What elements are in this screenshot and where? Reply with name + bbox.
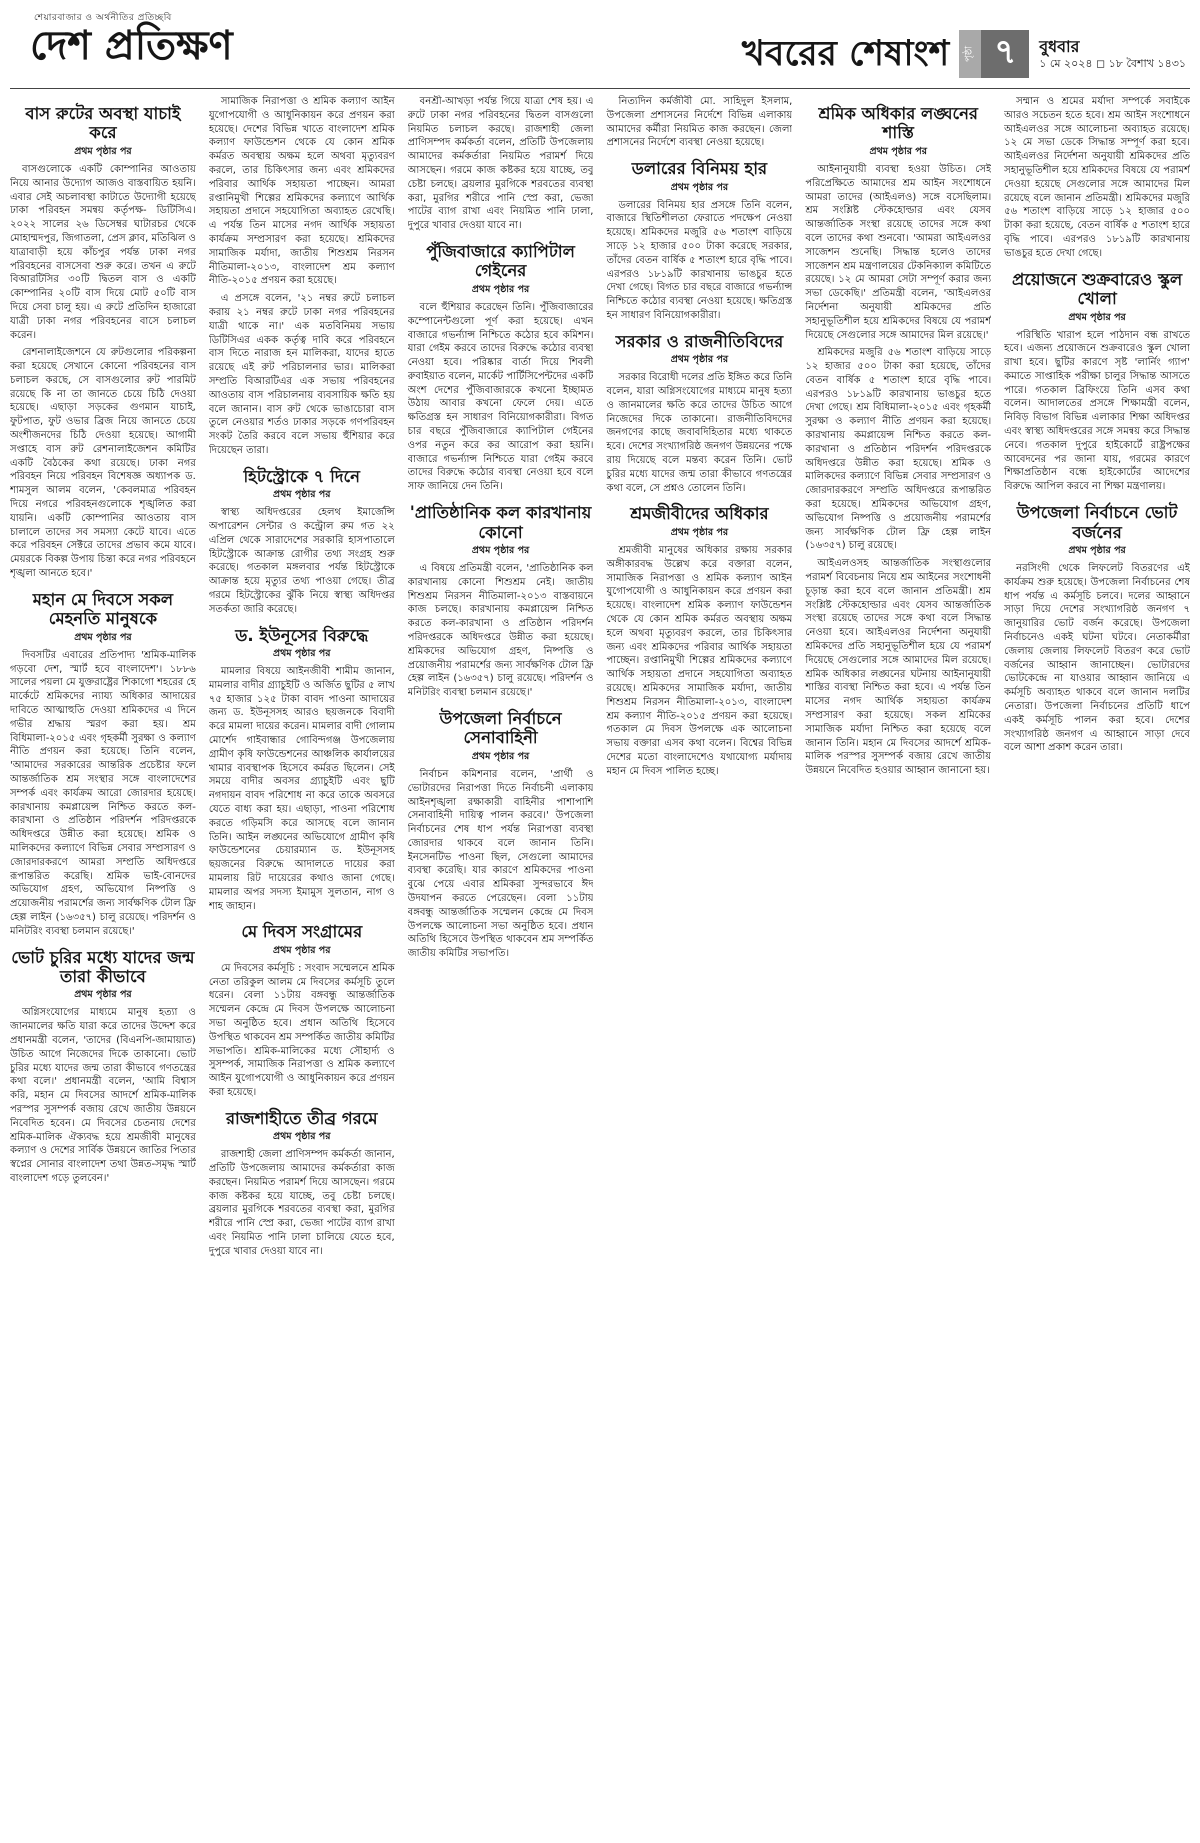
brand — [30, 10, 233, 69]
article-body: নির্বাচন কমিশনার বলেন, 'প্রার্থী ও ভোটারদের নিরাপত্তা দিতে নির্বাচনী এলাকায় আইনশৃঙ্খলা রক্ষাকারী বাহিনীর পাশাপাশি সেনাবাহিনী দায়িত্ব পালন করবে।' উপজেলা নির্বাচনের শেষ ধাপ পর্যন্ত নিরাপত্তা ব্যবস্থা জোরদার থাকবে বলে জানান তিনি। ইনসেনটিভ পাওনা ছিল, সেগুলো আমাদের ব্যবস্থা করেছি। যার কারণে শ্রমিকদের পাওনা বুঝে পেয়ে এবার শ্রমিকরা সুন্দরভাবে ঈদ উদযাপন করতে পেরেছেন। বেলা ১১টায় বঙ্গবন্ধু আন্তর্জাতিক সম্মেলন কেন্দ্রে মে দিবস উপলক্ষে আলোচনা সভা অনুষ্ঠিত হবে। প্রধান অতিথি হিসেবে উপস্থিত থাকবেন শ্রম সম্পর্কিত জাতীয় কমিটির সভাপতি। — [407, 768, 594, 960]
article-body: এ প্রসঙ্গে বলেন, '২১ নম্বর রুটে চলাচল করায় ২১ নম্বর রুটে ঢাকা নগর পরিবহনের যাত্রী থাকে না।' এক মতবিনিময় সভায় ডিটিসিএর একক কর্তৃত্ব দাবি করে পরিবহনে বাস দিতে নারাজ হন মালিকরা, যাদের হাতে রয়েছে এই রুট পরিচালনার ভার। মালিকরা সম্প্রতি বিআরটিএর এক সভায় পরিবহনের আওতায় বাস পরিচালনায় ব্যবসায়িক ক্ষতি হয় বলে জানান। বাস রুট থেকে ভাঙাচোরা বাস তুলে নেওয়ার শর্তও ঢাকার সড়কে গণপরিবহন সংকট তৈরি করবে বলে সভায় হুঁশিয়ার করে দিয়েছেন তারা। — [208, 293, 395, 456]
article-body: মামলার বিষয়ে আইনজীবী শামীম জানান, মামলার বাদীর গ্র্যাচুইটি ও অর্জিত ছুটির ৫ লাখ ৭৫ হাজার ১২৫ টাকা বাবদ পাওনা আদায়ের জন্য ড. ইউনূসসহ আরও ছয়জনকে বিবাদী করে মামলা দায়ের করেন। মামলার বাদী গোলাম মোর্শেদ গাইবান্ধার গোবিন্দগঞ্জ উপজেলায় গ্রামীণ কৃষি ফাউন্ডেশনের আঞ্চলিক কার্যালয়ের খামার ব্যবস্থাপক হিসেবে কর্মরত ছিলেন। সেই সময়ে বাদীর অবসর গ্র্যাচুইটি এবং ছুটি নগদায়ন বাবদ পরিশোধ না করে তাকে অবসরে যেতে বাধ্য করা হয়। এছাড়া, পাওনা পরিশোধ করতে গড়িমসি করে আসছে বলে জানান তিনি। আইন লঙ্ঘনের অভিযোগে গ্রামীণ কৃষি ফাউন্ডেশনের চেয়ারম্যান ড. ইউনূসসহ ছয়জনের বিরুদ্ধে আদালতে দায়ের করা মামলায় রিট দায়েরের কথাও জানা গেছে। মামলার অপর সদস্য ইমামুস সুলতান, নাগ ও শাহ জাহান। — [208, 666, 395, 912]
article-headline: শ্রমজীবীদের অধিকার — [630, 504, 769, 524]
article-body: আইনানুযায়ী ব্যবস্থা হওয়া উচিত। সেই পরিপ্রেক্ষিতে আমাদের শ্রম আইন সংশোধনে আমরা তাদের (আইএলও) সঙ্গে বসেছিলাম। শ্রম সংশ্লিষ্ট স্টেকহোল্ডার এবং যেসব আন্তর্জাতিক সংস্থা রয়েছে তাদের সঙ্গে কথা বলে তাদের কথা শুনবো। 'আমরা আইএলওর সাজেশন শুনেছি। সিদ্ধান্ত হলেও তাদের সাজেশন শ্রম মন্ত্রণালয়ের টেকনিক্যাল কমিটিতে রয়েছে। ১২ মে আমরা সেটা সম্পূর্ণ করার জন্য সভা ডেকেছি।' প্রতিমন্ত্রী বলেন, 'আইএলওর নির্দেশনা অনুযায়ী শ্রমিকদের প্রতি সহানুভূতিশীল হয়ে শ্রমিকদের বিষয়ে যে পরামর্শ দিয়েছে সেগুলোর সঙ্গে আমাদের মিল রয়েছে।' — [805, 163, 992, 341]
article-body: শ্রমজীবী মানুষের অধিকার রক্ষায় সরকার অঙ্গীকারবদ্ধ উল্লেখ করে বক্তারা বলেন, সামাজিক নিরাপত্তা ও শ্রমিক কল্যাণ আইন যুগোপযোগী ও আধুনিকায়ন করে প্রণয়ন করা হয়েছে। বাংলাদেশ শ্রমিক কল্যাণ ফাউন্ডেশন থেকে যে কোন শ্রমিক কর্মরত অবস্থায় অক্ষম হলে অথবা মৃত্যুবরণ করলে, তার চিকিৎসার জন্য এবং শ্রমিকদের পরিবার আর্থিক সহায়তা পাচ্ছেন। রপ্তানিমুখী শিল্পের শ্রমিকদের কল্যাণে আর্থিক সহায়তা প্রদানে সহযোগিতা অব্যাহত রয়েছে। শ্রমিকদের সামাজিক মর্যাদা, জাতীয় শিশুশ্রম নিরসন নীতিমালা-২০১৩, বাংলাদেশ শ্রম কল্যাণ নীতি-২০১৫ প্রণয়ন করা হয়েছে। গতকাল মে দিবস উপলক্ষে এক আলোচনা সভায় বক্তারা এসব কথা বলেন। বিশ্বের বিভিন্ন দেশের মতো বাংলাদেশেও যথাযোগ্য মর্যাদায় মহান মে দিবস পালিত হচ্ছে। — [606, 544, 793, 777]
column-6 — [1004, 95, 1190, 1837]
continued-from-label: প্রথম পৃষ্ঠার পর — [670, 354, 729, 366]
article-body: স্বাস্থ্য অধিদপ্তরের হেলথ ইমার্জেন্সি অপারেশন সেন্টার ও কন্ট্রোল রুম গত ২২ এপ্রিল থেকে সারাদেশের সরকারি হাসপাতালে হিটস্ট্রোকে আক্রান্ত রোগীর তথ্য সংগ্রহ শুরু করেছে। গতকাল মঙ্গলবার পর্যন্ত হিটস্ট্রোকে আক্রান্ত হয়ে মৃত্যুর তথ্য পাওয়া গেছে। তীব্র গরমে হিটস্ট্রোকের ঝুঁকি নিয়ে স্বাস্থ্য অধিদপ্তর সতর্কতা জারি করেছে। — [208, 507, 395, 615]
date-block — [1039, 37, 1186, 71]
article-headline: মহান মে দিবসে সকল মেহনতি মানুষকে — [32, 589, 174, 629]
article-headline: মে দিবস সংগ্রামের — [241, 922, 363, 942]
article-headline: পুঁজিবাজারে ক্যাপিটাল গেইনের — [426, 241, 575, 281]
date-line: ১ মে ২০২৪ ◻ ১৮ বৈশাখ ১৪৩১ — [1039, 57, 1186, 71]
article-body: এ বিষয়ে প্রতিমন্ত্রী বলেন, 'প্রাতিষ্ঠানিক কল কারখানায় কোনো শিশুশ্রম নেই। জাতীয় শিশুশ্রম নিরসন নীতিমালা-২০১৩ বাস্তবায়নে কাজ চলছে। কারখানায় কমপ্লায়েন্স নিশ্চিত করতে কল-কারখানা ও প্রতিষ্ঠান পরিদর্শন পরিদপ্তরকে অধিদপ্তরে উন্নীত করা হয়েছে। শ্রমিকদের অভিযোগ গ্রহণ, নিষ্পত্তি ও প্রয়োজনীয় পরামর্শের জন্য সার্বক্ষণিক টোল ফ্রি হেল্প লাইন (১৬৩৫৭) চালু রয়েছে। পরিদর্শন ও মনিটরিং ব্যবস্থা চলমান রয়েছে।' — [407, 563, 594, 699]
article-body: শ্রমিকদের মজুরি ৫৬ শতাংশ বাড়িয়ে সাড়ে ১২ হাজার ৫০০ টাকা করা হয়েছে, তাঁদের বেতন বার্ষিক ৫ শতাংশ হারে বৃদ্ধি পাবে। এরপরও ১৮১৯টি কারখানায় ভাঙচুর হতে দেখা গেছে। শ্রম বিধিমালা-২০১৫ এবং গৃহকর্মী সুরক্ষা ও কল্যাণ নীতি প্রণয়ন করা হয়েছে। কারখানায় কমপ্লায়েন্স নিশ্চিত করতে কল-কারখানা ও প্রতিষ্ঠান পরিদর্শন পরিদপ্তরকে অধিদপ্তরে উন্নীত করা হয়েছে। শ্রমিক ও মালিকদের কল্যাণে বিভিন্ন সেবার সম্প্রসারণ ও জোরদারকরণে সম্প্রতি অধিদপ্তরে রূপান্তরিত করা হয়েছে। শ্রমিকদের অভিযোগ গ্রহণ, অভিযোগ নিষ্পত্তি ও প্রয়োজনীয় পরামর্শের জন্য সার্বক্ষণিক টোল ফ্রি হেল্প লাইন (১৬৩৫৭) চালু রয়েছে। — [805, 347, 992, 552]
continued-from-label: প্রথম পৃষ্ঠার পর — [471, 545, 530, 556]
continued-from-label: প্রথম পৃষ্ঠার পর — [1068, 311, 1126, 323]
article-body: সম্মান ও শ্রমের মর্যাদা সম্পর্কে সবাইকে আরও সচেতন হতে হবে। শ্রম আইন সংশোধনে আইএলওর সঙ্গে আলোচনা অব্যাহত রয়েছে। ১২ মে সভা ডেকে সিদ্ধান্ত সম্পূর্ণ করা হবে। আইএলওর নির্দেশনা অনুযায়ী শ্রমিকদের প্রতি সহানুভূতিশীল হয়ে শ্রমিকদের বিষয়ে যে পরামর্শ দেওয়া হয়েছে সেগুলোর সঙ্গে আমাদের মিল রয়েছে বলে জানান প্রতিমন্ত্রী। শ্রমিকদের মজুরি ৫৬ শতাংশ বাড়িয়ে সাড়ে ১২ হাজার ৫০০ টাকা করা হয়েছে, বেতন বার্ষিক ৫ শতাংশ হারে বৃদ্ধি পাবে। এরপরও ১৮১৯টি কারখানায় ভাঙচুর হতে দেখা গেছে। — [1004, 96, 1190, 259]
column-5 — [805, 95, 991, 1837]
page-number-box — [959, 30, 1029, 78]
article-headline: 'প্রাতিষ্ঠানিক কল কারখানায় কোনো — [409, 503, 592, 542]
article-headline: রাজশাহীতে তীব্র গরমে — [225, 1108, 378, 1128]
article-headline: শ্রমিক অধিকার লঙ্ঘনের শাস্তি — [818, 104, 979, 143]
continued-from-label: প্রথম পৃষ্ঠার পর — [869, 145, 927, 157]
continued-from-label: প্রথম পৃষ্ঠার পর — [74, 989, 132, 1001]
article-headline: প্রয়োজনে শুক্রবারেও স্কুল খোলা — [1011, 269, 1183, 309]
column-1 — [10, 95, 196, 1837]
page-label: পৃষ্ঠা — [959, 30, 981, 78]
masthead-right — [742, 30, 1186, 78]
continued-from-label: প্রথম পৃষ্ঠার পর — [74, 145, 132, 157]
weekday: বুধবার — [1039, 37, 1080, 57]
continued-from-label: প্রথম পৃষ্ঠার পর — [273, 648, 331, 660]
continued-from-label: প্রথম পৃষ্ঠার পর — [670, 526, 729, 538]
article-columns — [0, 89, 1200, 1837]
article-headline: উপজেলা নির্বাচনে ভোট বর্জনের — [1016, 503, 1178, 542]
continued-from-label: প্রথম পৃষ্ঠার পর — [273, 489, 331, 501]
continued-from-label: প্রথম পৃষ্ঠার পর — [1068, 545, 1126, 556]
continued-from-label: প্রথম পৃষ্ঠার পর — [471, 283, 530, 295]
column-2 — [209, 95, 395, 1837]
continued-from-label: প্রথম পৃষ্ঠার পর — [74, 631, 132, 643]
continued-from-label: প্রথম পৃষ্ঠার পর — [273, 1131, 331, 1143]
masthead-tagline: শেয়ারবাজার ও অর্থনীতির প্রতিচ্ছবি — [34, 13, 172, 23]
article-body: বনশ্রী-আখড়া পর্যন্ত গিয়ে যাত্রা শেষ হয়। এ রুটে ঢাকা নগর পরিবহনের দ্বিতল বাসগুলো নিয়মিত চলাচল করছে। রাজশাহী জেলা প্রাণিসম্পদ কর্মকর্তা বলেন, প্রতিটি উপজেলায় আমাদের কর্মকর্তারা নিয়মিত পরামর্শ দিয়ে আসছেন। গরমে কাজ কষ্টকর হয়ে যাচ্ছে, তবু চেষ্টা চলছে। ব্রয়লার মুরগিকে শরবতের ব্যবস্থা করা, মুরগির শরীরে পানি স্প্রে করা, ভেজা পাটের ব্যাগ রাখা এবং নিয়মিত পানি ঢালা, দুপুরে খাবার দেওয়া যাবে না। — [407, 96, 594, 232]
article-headline: বাস রুটের অবস্থা যাচাই করে — [25, 104, 181, 143]
article-body: নরসিংদী থেকে লিফলেট বিতরণের এই কার্যক্রম শুরু হয়েছে। উপজেলা নির্বাচনের শেষ ধাপ পর্যন্ত এ কর্মসূচি চলবে। দলের আহ্বানে সাড়া দিয়ে দেশের সংখ্যাগরিষ্ঠ জনগণ ৭ জানুয়ারির ভোট বর্জন করেছে। উপজেলা নির্বাচনেও একই ঘটনা ঘটবে। নেতাকর্মীরা জেলায় জেলায় লিফলেট বিতরণ করে ভোট বর্জনের আহ্বান জানাচ্ছেন। ভোটারদের ভোটকেন্দ্রে না যাওয়ার আহ্বান জানিয়ে এ কর্মসূচি অব্যাহত থাকবে বলে জানান দলটির নেতারা। উপজেলা নির্বাচনের প্রতিটি ধাপে একই কর্মসূচি পালন করা হবে। দেশের সংখ্যাগরিষ্ঠ জনগণ এ আহ্বানে সাড়া দেবে বলে আশা প্রকাশ করেন তারা। — [1004, 563, 1190, 754]
article-body: পরিস্থিতি খারাপ হলে পাঠদান বন্ধ রাখতে হবে। এজন্য প্রয়োজনে শুক্রবারেও স্কুল খোলা রাখা হবে। ছুটির কারণে সৃষ্ট 'লার্নিং গ্যাপ' কমাতে সাপ্তাহিক পরীক্ষা চালুর সিদ্ধান্ত আসতে পারে। গতকাল ব্রিফিংয়ে তিনি এসব কথা বলেন। আদালতের প্রসঙ্গে শিক্ষামন্ত্রী বলেন, নিবিড় বিভাগ বিভিন্ন এলাকার শিক্ষা অধিদপ্তর এবং স্বাস্থ্য অধিদপ্তরের সঙ্গে সমন্বয় করে সিদ্ধান্ত নেবে। গতকাল দুপুরে হাইকোর্টে রাষ্ট্রপক্ষের আবেদনের পর জানা যায়, গরমের কারণে শিক্ষাপ্রতিষ্ঠান বন্ধে হাইকোর্টের আদেশের বিরুদ্ধে আপিল করবে না শিক্ষা মন্ত্রণালয়। — [1004, 329, 1190, 493]
section-title: খবরের শেষাংশ — [741, 33, 950, 74]
article-body: দিবসটির এবারের প্রতিপাদ্য 'শ্রমিক-মালিক গড়বো দেশ, স্মার্ট হবে বাংলাদেশ'। ১৮৮৬ সালের পয়লা মে যুক্তরাষ্ট্রের শিকাগো শহরের হে মার্কেটে শ্রমিকদের ন্যায্য অধিকার আদায়ের দাবিতে আত্মাহুতি দেওয়া শ্রমিকদের এ দিনে গভীর শ্রদ্ধায় স্মরণ করা হয়। শ্রম বিধিমালা-২০১৫ এবং গৃহকর্মী সুরক্ষা ও কল্যাণ নীতি প্রণয়ন করা হয়েছে। তিনি বলেন, 'আমাদের সরকারের আন্তরিক প্রচেষ্টার ফলে আন্তর্জাতিক শ্রম সংস্থার সঙ্গে বাংলাদেশের সম্পর্ক এবং কার্যক্রম আরো জোরদার হয়েছে। কারখানায় কমপ্লায়েন্স নিশ্চিত করতে কল-কারখানা ও প্রতিষ্ঠান পরিদর্শন পরিদপ্তরকে অধিদপ্তরে উন্নীত করা হয়েছে। শ্রমিক ও মালিকদের কল্যাণে বিভিন্ন সেবার সম্প্রসারণ ও জোরদারকরণে আমরা সম্প্রতি অধিদপ্তরে রূপান্তরিত করেছি। শ্রমিক ভাই-বোনদের অভিযোগ গ্রহণ, অভিযোগ নিষ্পত্তি ও প্রয়োজনীয় পরামর্শের জন্য সার্বক্ষণিক টোল ফ্রি হেল্প লাইন (১৬৩৫৭) চালু রয়েছে। পরিদর্শন ও মনিটরিং ব্যবস্থা চলমান রয়েছে।' — [10, 649, 196, 937]
article-headline: উপজেলা নির্বাচনে সেনাবাহিনী — [439, 708, 562, 748]
article-body: সামাজিক নিরাপত্তা ও শ্রমিক কল্যাণ আইন যুগোপযোগী ও আধুনিকায়ন করে প্রণয়ন করা হয়েছে। দেশের বিভিন্ন খাতে বাংলাদেশ শ্রমিক কল্যাণ ফাউন্ডেশন থেকে যে কোন শ্রমিক কর্মরত অবস্থায় অক্ষম হলে অথবা মৃত্যুবরণ করলে, তার চিকিৎসার জন্য এবং শ্রমিকদের পরিবার আর্থিক সহায়তা পাচ্ছেন। আমরা রপ্তানিমুখী শিল্পের শ্রমিকদের কল্যাণে আর্থিক সহায়তা প্রদানে সহযোগিতা অব্যাহত রেখেছি। এ পর্যন্ত তিন মাসের নগদ আর্থিক সহায়তা কার্যক্রম সম্প্রসারণ করা হয়েছে। শ্রমিকদের সামাজিক মর্যাদা, জাতীয় শিশুশ্রম নিরসন নীতিমালা-২০১৩, বাংলাদেশ শ্রম কল্যাণ নীতি-২০১৫ প্রণয়ন করা হয়েছে। — [208, 96, 395, 287]
article-body: রেশনালাইজেশনে যে রুটগুলোর পরিকল্পনা করা হয়েছে সেখানে কোনো পরিবহনের বাস চলাচল করছে, সে বাসগুলোর রুট পারমিট রয়েছে কি না তা জানতে চেয়ে চিঠি দেওয়া হয়েছে। এছাড়া সড়কের গুণমান যাচাই, ফুটপাত, ফুট ওভার ব্রিজ নিয়ে জানতে চেয়ে অংশীজনদের চিঠি দেওয়া হয়েছে। আগামী সপ্তাহে বাস রুট রেশনালাইজেশন কমিটির একটি বৈঠকের কথা রয়েছে। ঢাকা নগর পরিবহন নিয়ে পরিবহন বিশেষজ্ঞ অধ্যাপক ড. শামসুল আলম বলেন, 'কেবলমাত্র পরিবহন দিয়ে নগরে পরিবহনগুলোকে শৃঙ্খলিত করা যায়নি। একটি কোম্পানির আওতায় বাস চালালে তাদের সব সমস্যা কেটে যাবে। এতে করে পরিবহন সেক্টরে তাদের প্রভাব কমে যাবে। মেয়রকে বিকল্প উপায় চিন্তা করে নগর পরিবহনে শৃঙ্খলা আনতে হবে।' — [10, 347, 196, 580]
article-body: ডলারের বিনিময় হার প্রসঙ্গে তিনি বলেন, বাজারে স্থিতিশীলতা ফেরাতে পদক্ষেপ নেওয়া হয়েছে। শ্রমিকদের মজুরি ৫৬ শতাংশ বাড়িয়ে সাড়ে ১২ হাজার ৫০০ টাকা করেছে সরকার, তাঁদের বেতন বার্ষিক ৫ শতাংশ হারে বৃদ্ধি পাবে। এরপরও ১৮১৯টি কারখানায় ভাঙচুর হতে দেখা গেছে। বিগত চার বছরে বাজারে গভর্ন্যান্স নিশ্চিতে কঠোর ব্যবস্থা নেওয়া হয়েছে। ক্ষতিগ্রস্ত হন সাধারণ বিনিয়োগকারীরা। — [606, 199, 793, 322]
article-headline: ড. ইউনূসের বিরুদ্ধে — [235, 625, 369, 645]
article-headline: সরকার ও রাজনীতিবিদের — [615, 331, 784, 351]
masthead — [0, 0, 1200, 86]
page-number: ৭ — [981, 30, 1029, 78]
article-body: বাসগুলোকে একটি কোম্পানির আওতায় নিয়ে আনার উদ্যোগ আজও বাস্তবায়িত হয়নি। এবার সেই অচলাবস্থা কাটাতে উদ্যোগী হয়েছে ঢাকা পরিবহন সমন্বয় কর্তৃপক্ষ- ডিটিসিএ। ২০২২ সালের ২৬ ডিসেম্বর ঘাটারচর থেকে মোহাম্মদপুর, জিগাতলা, প্রেস ক্লাব, মতিঝিল ও যাত্রাবাড়ী হয়ে কাঁচপুর পর্যন্ত ঢাকা নগর পরিবহনের বাসসেবা শুরু করে। তখন এ রুটে বিআরটিসির ৩০টি দ্বিতল বাস ও একটি কোম্পানির ২০টি বাস দিয়ে মোট ৫০টি বাস দিয়ে সেবা চালু হয়। এ রুটে প্রতিদিন হাজারো যাত্রী ঢাকা নগর পরিবহনের বাসে চলাচল করেন। — [10, 163, 196, 341]
continued-from-label: প্রথম পৃষ্ঠার পর — [273, 944, 331, 956]
continued-from-label: প্রথম পৃষ্ঠার পর — [670, 181, 729, 193]
article-headline: হিটস্ট্রোকে ৭ দিনে — [243, 466, 361, 486]
column-4 — [606, 95, 792, 1837]
article-body: মে দিবসের কর্মসূচি : সংবাদ সম্মেলনে শ্রমিক নেতা তরিকুল আলম মে দিবসের কর্মসূচি তুলে ধরেন। বেলা ১১টায় বঙ্গবন্ধু আন্তর্জাতিক সম্মেলন কেন্দ্রে মে দিবস উপলক্ষে আলোচনা সভা অনুষ্ঠিত হবে। প্রধান অতিথি হিসেবে উপস্থিত থাকবেন শ্রম সম্পর্কিত জাতীয় কমিটির সভাপতি। শ্রমিক-মালিকের মধ্যে সৌহার্দ্য ও সুসম্পর্ক, সামাজিক নিরাপত্তা ও শ্রমিক কল্যাণে আইন যুগোপযোগী ও আধুনিকায়ন করে প্রণয়ন করা হয়েছে। — [208, 962, 395, 1099]
continued-from-label: প্রথম পৃষ্ঠার পর — [471, 750, 530, 762]
article-body: সরকার বিরোধী দলের প্রতি ইঙ্গিত করে তিনি বলেন, যারা অগ্নিসংযোগের মাধ্যমে মানুষ হত্যা ও জানমালের ক্ষতি করে তাদের উচিত আগে নিজেদের দিকে তাকানো। রাজনীতিবিদদের জনগণের কাছে জবাবদিহিতার মধ্যে থাকতে হবে। দেশের সংখ্যাগরিষ্ঠ জনগণ উন্নয়নের পক্ষে রায় দিয়েছে বলে মন্তব্য করেন তিনি। ভোট চুরির মধ্যে যাদের জন্ম তারা কীভাবে গণতন্ত্রের কথা বলে, সে প্রশ্নও তোলেন তিনি। — [606, 372, 793, 494]
column-3 — [408, 95, 594, 1837]
article-body: রাজশাহী জেলা প্রাণিসম্পদ কর্মকর্তা জানান, প্রতিটি উপজেলায় আমাদের কর্মকর্তারা কাজ করছেন। নিয়মিত পরামর্শ দিয়ে আসছেন। গরমে কাজ কষ্টকর হয়ে যাচ্ছে, তবু চেষ্টা চলছে। ব্রয়লার মুরগিকে শরবতের ব্যবস্থা করা, মুরগির শরীরে পানি স্প্রে করা, ভেজা পাটের ব্যাগ রাখা এবং নিয়মিত পানি ঢালা চালিয়ে যেতে হবে, দুপুরে খাবার দেওয়া যাবে না। — [208, 1149, 395, 1257]
article-headline: ভোট চুরির মধ্যে যাদের জন্ম তারা কীভাবে — [11, 947, 195, 986]
newspaper-logo: দেশ প্রতিক্ষণ — [30, 23, 233, 69]
article-headline: ডলারের বিনিময় হার — [631, 159, 768, 179]
article-body: আইএলওসহ আন্তর্জাতিক সংস্থাগুলোর পরামর্শ বিবেচনায় নিয়ে শ্রম আইনের সংশোধনী চূড়ান্ত করা হবে বলে জানান প্রতিমন্ত্রী। শ্রম সংশ্লিষ্ট স্টেকহোল্ডার এবং যেসব আন্তর্জাতিক সংস্থা রয়েছে তাদের সঙ্গে কথা বলে সিদ্ধান্ত নেওয়া হবে। আইএলওর নির্দেশনা অনুযায়ী শ্রমিকদের প্রতি সহানুভূতিশীল হয়ে যে পরামর্শ দিয়েছে সেগুলোর সঙ্গে আমাদের মিল রয়েছে। শ্রমিক অধিকার লঙ্ঘনের ঘটনায় আইনানুযায়ী শাস্তির ব্যবস্থা নিশ্চিত করা হবে। এ পর্যন্ত তিন মাসের নগদ আর্থিক সহায়তা কার্যক্রম সম্প্রসারণ করা হয়েছে। সকল শ্রমিকের সামাজিক মর্যাদা নিশ্চিত করা হয়েছে বলে জানান তিনি। মহান মে দিবসের আদর্শে শ্রমিক-মালিক পরস্পর সুসম্পর্ক বজায় রেখে জাতীয় উন্নয়নে নিবেদিত হওয়ার আহ্বান জানানো হয়। — [805, 558, 992, 777]
article-body: নিত্যদিন কর্মজীবী মো. সাহিদুল ইসলাম, উপজেলা প্রশাসনের নির্দেশে বিভিন্ন এলাকায় আমাদের কর্মীরা নিয়মিত কাজ করছেন। জেলা প্রশাসনের নির্দেশে ব্যবস্থা নেওয়া হয়েছে। — [606, 96, 793, 149]
article-body: বলে হুঁশিয়ার করেছেন তিনি। পুঁজিবাজারের কম্পোনেন্টগুলো পূর্ণ করা হয়েছে। এখন বাজারে গভর্ন্যান্স নিশ্চিতে কঠোর হবে কমিশন। যারা গেইম করবে তাদের বিরুদ্ধে কঠোর ব্যবস্থা নেওয়া হবে। পরিষ্কার বার্তা দিয়ে শিবলী রুবাইয়াত বলেন, মার্কেট পার্টিসিপেন্টদের একটি অংশ দেশের পুঁজিবাজারকে কখনো ইচ্ছামত উঠায় আবার কখনো ফেলে দেয়। এতে ক্ষতিগ্রস্ত হন সাধারণ বিনিয়োগকারীরা। বিগত চার বছরে পুঁজিবাজারে ক্যাপিটাল গেইনের ওপর নতুন করে কর আরোপ করা হয়নি। বাজারে গভর্ন্যান্স নিশ্চিতে যারা গেইম করবে তাদের বিরুদ্ধে কঠোর ব্যবস্থা নেওয়া হবে বলে সাফ জানিয়ে দেন তিনি। — [407, 301, 594, 493]
article-body: অগ্নিসংযোগের মাধ্যমে মানুষ হত্যা ও জানমালের ক্ষতি যারা করে তাদের উদ্দেশ করে প্রধানমন্ত্রী বলেন, 'তাদের (বিএনপি-জামায়াত) উচিত আগে নিজেদের দিকে তাকানো। ভোট চুরির মধ্যে যাদের জন্ম তারা কীভাবে গণতন্ত্রের কথা বলে।' প্রধানমন্ত্রী বলেন, 'আমি বিশ্বাস করি, মহান মে দিবসের আদর্শে শ্রমিক-মালিক পরস্পর সুসম্পর্ক বজায় রেখে জাতীয় উন্নয়নে নিবেদিত হবেন। মে দিবসের চেতনায় দেশের শ্রমিক-মালিক ঐক্যবদ্ধ হয়ে শ্রমজীবী মানুষের কল্যাণ ও দেশের সার্বিক উন্নয়নে জাতির পিতার স্বপ্নের সোনার বাংলাদেশ তথা উন্নত-সমৃদ্ধ স্মার্ট বাংলাদেশ গড়ে তুলবেন।' — [10, 1007, 196, 1185]
